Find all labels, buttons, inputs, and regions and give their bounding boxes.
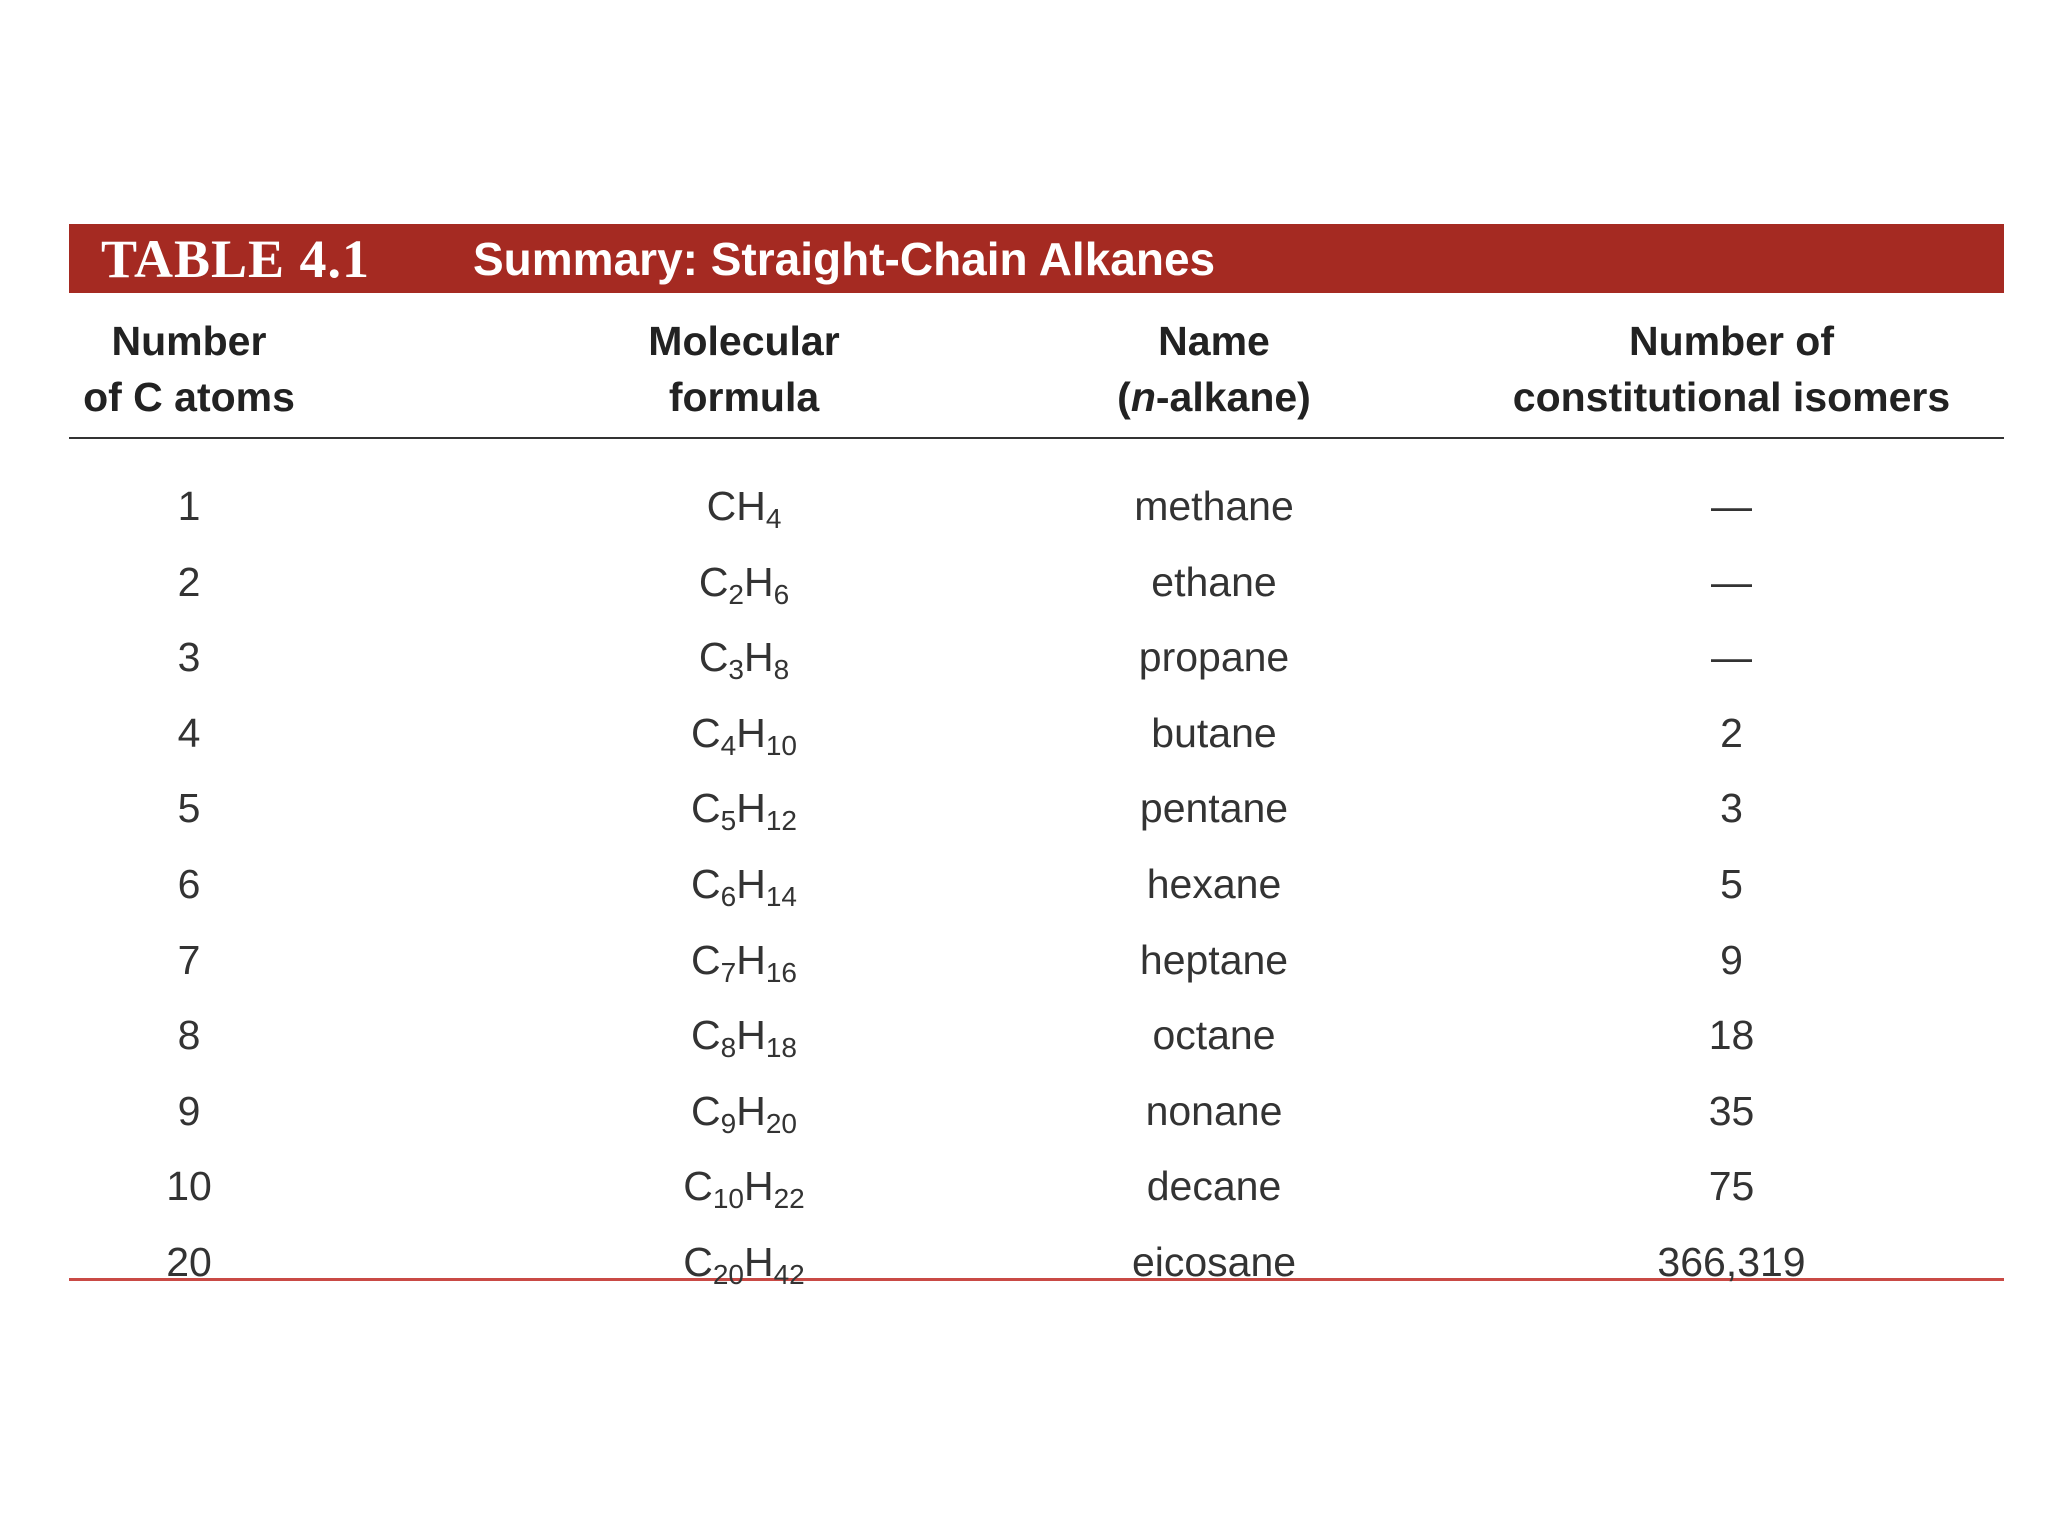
formula-hydrogen-subscript: 20 <box>765 1107 797 1139</box>
table-row <box>69 771 2004 847</box>
formula-carbon-subscript: 10 <box>712 1183 744 1215</box>
header-name <box>969 313 1459 425</box>
header-name-line2 <box>969 369 1459 425</box>
formula-hydrogen-subscript: 8 <box>773 654 790 686</box>
table-row <box>69 1225 2004 1301</box>
header-name-italic: n <box>1130 374 1156 420</box>
formula-carbon-subscript: 5 <box>720 805 737 837</box>
table-row <box>69 545 2004 621</box>
table-row <box>69 1149 2004 1225</box>
formula-hydrogen-subscript: 22 <box>773 1183 805 1215</box>
cell-carbon-count: 9 <box>177 1087 201 1134</box>
formula-hydrogen-subscript: 18 <box>765 1032 797 1064</box>
table-header-row <box>69 293 2004 439</box>
cell-carbon-count: 4 <box>177 709 201 756</box>
header-isomers <box>1459 313 2004 425</box>
formula-hydrogen-symbol: H <box>744 1163 774 1210</box>
formula-carbon-symbol: C <box>691 1087 721 1134</box>
cell-molecular-formula <box>499 1225 989 1300</box>
formula-hydrogen-symbol: H <box>744 558 774 605</box>
formula-carbon-symbol: C <box>691 860 721 907</box>
table-banner <box>69 224 2004 293</box>
formula-carbon-subscript: 2 <box>728 578 744 610</box>
formula-carbon-symbol: C <box>691 936 721 983</box>
table-body <box>69 439 2004 1290</box>
formula-carbon-symbol: C <box>691 709 721 756</box>
formula-carbon-subscript: 6 <box>720 880 737 912</box>
header-carbon-count <box>69 313 309 425</box>
cell-carbon-count: 20 <box>166 1238 212 1285</box>
cell-molecular-formula <box>499 1149 989 1224</box>
formula-hydrogen-symbol: H <box>744 1238 774 1285</box>
cell-alkane-name: butane <box>1151 709 1277 756</box>
formula-carbon-subscript: 4 <box>720 729 737 761</box>
formula-carbon-subscript: 7 <box>720 956 737 988</box>
formula-hydrogen-subscript: 6 <box>773 578 790 610</box>
table-row <box>69 696 2004 772</box>
cell-carbon-count: 2 <box>177 558 201 605</box>
table-title: Summary: Straight-Chain Alkanes <box>473 232 1216 285</box>
cell-carbon-count: 5 <box>177 785 201 832</box>
cell-carbon-count: 3 <box>177 634 201 681</box>
formula-hydrogen-symbol: H <box>736 1012 766 1059</box>
header-name-suffix: -alkane) <box>1155 374 1311 420</box>
cell-isomer-count: — <box>1711 634 1752 681</box>
cell-alkane-name: decane <box>1146 1163 1282 1210</box>
formula-hydrogen-symbol: H <box>736 483 766 529</box>
formula-hydrogen-subscript: 10 <box>765 729 797 761</box>
cell-molecular-formula <box>499 620 989 695</box>
cell-carbon-count: 6 <box>177 860 201 907</box>
formula-hydrogen-subscript: 16 <box>765 956 797 988</box>
formula-carbon-symbol: C <box>691 785 721 832</box>
cell-isomer-count: — <box>1711 483 1752 529</box>
header-name-prefix: ( <box>1117 374 1131 420</box>
formula-carbon-symbol: C <box>698 634 729 681</box>
cell-alkane-name: heptane <box>1139 936 1289 983</box>
formula-carbon-symbol: C <box>683 1163 713 1210</box>
header-carbon-count-line1: Number <box>111 318 267 364</box>
header-carbon-count-line2: of C atoms <box>83 374 295 420</box>
cell-molecular-formula <box>499 469 989 544</box>
formula-hydrogen-symbol: H <box>744 634 774 681</box>
cell-isomer-count: 9 <box>1720 936 1743 983</box>
formula-carbon-subscript: 3 <box>728 654 744 686</box>
formula-hydrogen-subscript: 42 <box>773 1258 805 1290</box>
cell-isomer-count: 35 <box>1708 1087 1755 1134</box>
cell-alkane-name: eicosane <box>1131 1238 1297 1285</box>
cell-isomer-count: 2 <box>1720 709 1743 756</box>
cell-alkane-name: hexane <box>1146 860 1282 907</box>
table-row <box>69 620 2004 696</box>
formula-hydrogen-symbol: H <box>736 785 766 832</box>
cell-isomer-count: 5 <box>1720 860 1743 907</box>
header-name-line1: Name <box>1158 318 1270 364</box>
formula-carbon-symbol: C <box>698 558 729 605</box>
formula-carbon-subscript: 9 <box>720 1107 737 1139</box>
cell-molecular-formula <box>499 545 989 620</box>
cell-alkane-name: pentane <box>1139 785 1289 832</box>
formula-carbon-symbol: C <box>691 1012 721 1059</box>
formula-hydrogen-symbol: H <box>736 1087 766 1134</box>
table-row <box>69 998 2004 1074</box>
cell-carbon-count: 7 <box>177 936 201 983</box>
cell-carbon-count: 1 <box>177 483 201 529</box>
cell-molecular-formula <box>499 771 989 846</box>
cell-alkane-name: nonane <box>1145 1087 1283 1134</box>
cell-alkane-name: methane <box>1134 483 1294 529</box>
formula-carbon-symbol: C <box>706 483 737 529</box>
cell-molecular-formula <box>499 923 989 998</box>
cell-carbon-count: 8 <box>177 1012 201 1059</box>
table-row <box>69 847 2004 923</box>
alkanes-table <box>69 224 2004 1290</box>
header-isomers-line1: Number of <box>1629 318 1834 364</box>
table-row <box>69 923 2004 999</box>
cell-isomer-count: — <box>1711 558 1752 605</box>
cell-isomer-count: 3 <box>1720 785 1743 832</box>
cell-molecular-formula <box>499 696 989 771</box>
cell-alkane-name: octane <box>1152 1012 1276 1059</box>
table-row <box>69 469 2004 545</box>
formula-carbon-subscript: 20 <box>712 1258 744 1290</box>
formula-hydrogen-subscript: 14 <box>765 880 797 912</box>
header-isomers-line2: constitutional isomers <box>1512 374 1951 420</box>
table-number: TABLE 4.1 <box>101 228 371 289</box>
cell-molecular-formula <box>499 847 989 922</box>
formula-hydrogen-symbol: H <box>736 709 766 756</box>
header-formula-line2: formula <box>668 374 820 420</box>
cell-carbon-count: 10 <box>166 1163 212 1210</box>
formula-hydrogen-subscript: 12 <box>765 805 797 837</box>
cell-isomer-count: 366,319 <box>1657 1238 1806 1285</box>
cell-alkane-name: propane <box>1138 634 1290 681</box>
cell-molecular-formula <box>499 1074 989 1149</box>
cell-alkane-name: ethane <box>1151 558 1277 605</box>
formula-carbon-symbol: C <box>683 1238 713 1285</box>
header-molecular-formula <box>499 313 989 425</box>
formula-hydrogen-symbol: H <box>736 936 766 983</box>
cell-molecular-formula <box>499 998 989 1073</box>
formula-hydrogen-symbol: H <box>736 860 766 907</box>
header-formula-line1: Molecular <box>648 318 840 364</box>
formula-carbon-subscript: 8 <box>720 1032 737 1064</box>
cell-isomer-count: 18 <box>1708 1012 1755 1059</box>
cell-isomer-count: 75 <box>1708 1163 1755 1210</box>
table-row <box>69 1074 2004 1150</box>
formula-hydrogen-subscript: 4 <box>765 503 782 534</box>
